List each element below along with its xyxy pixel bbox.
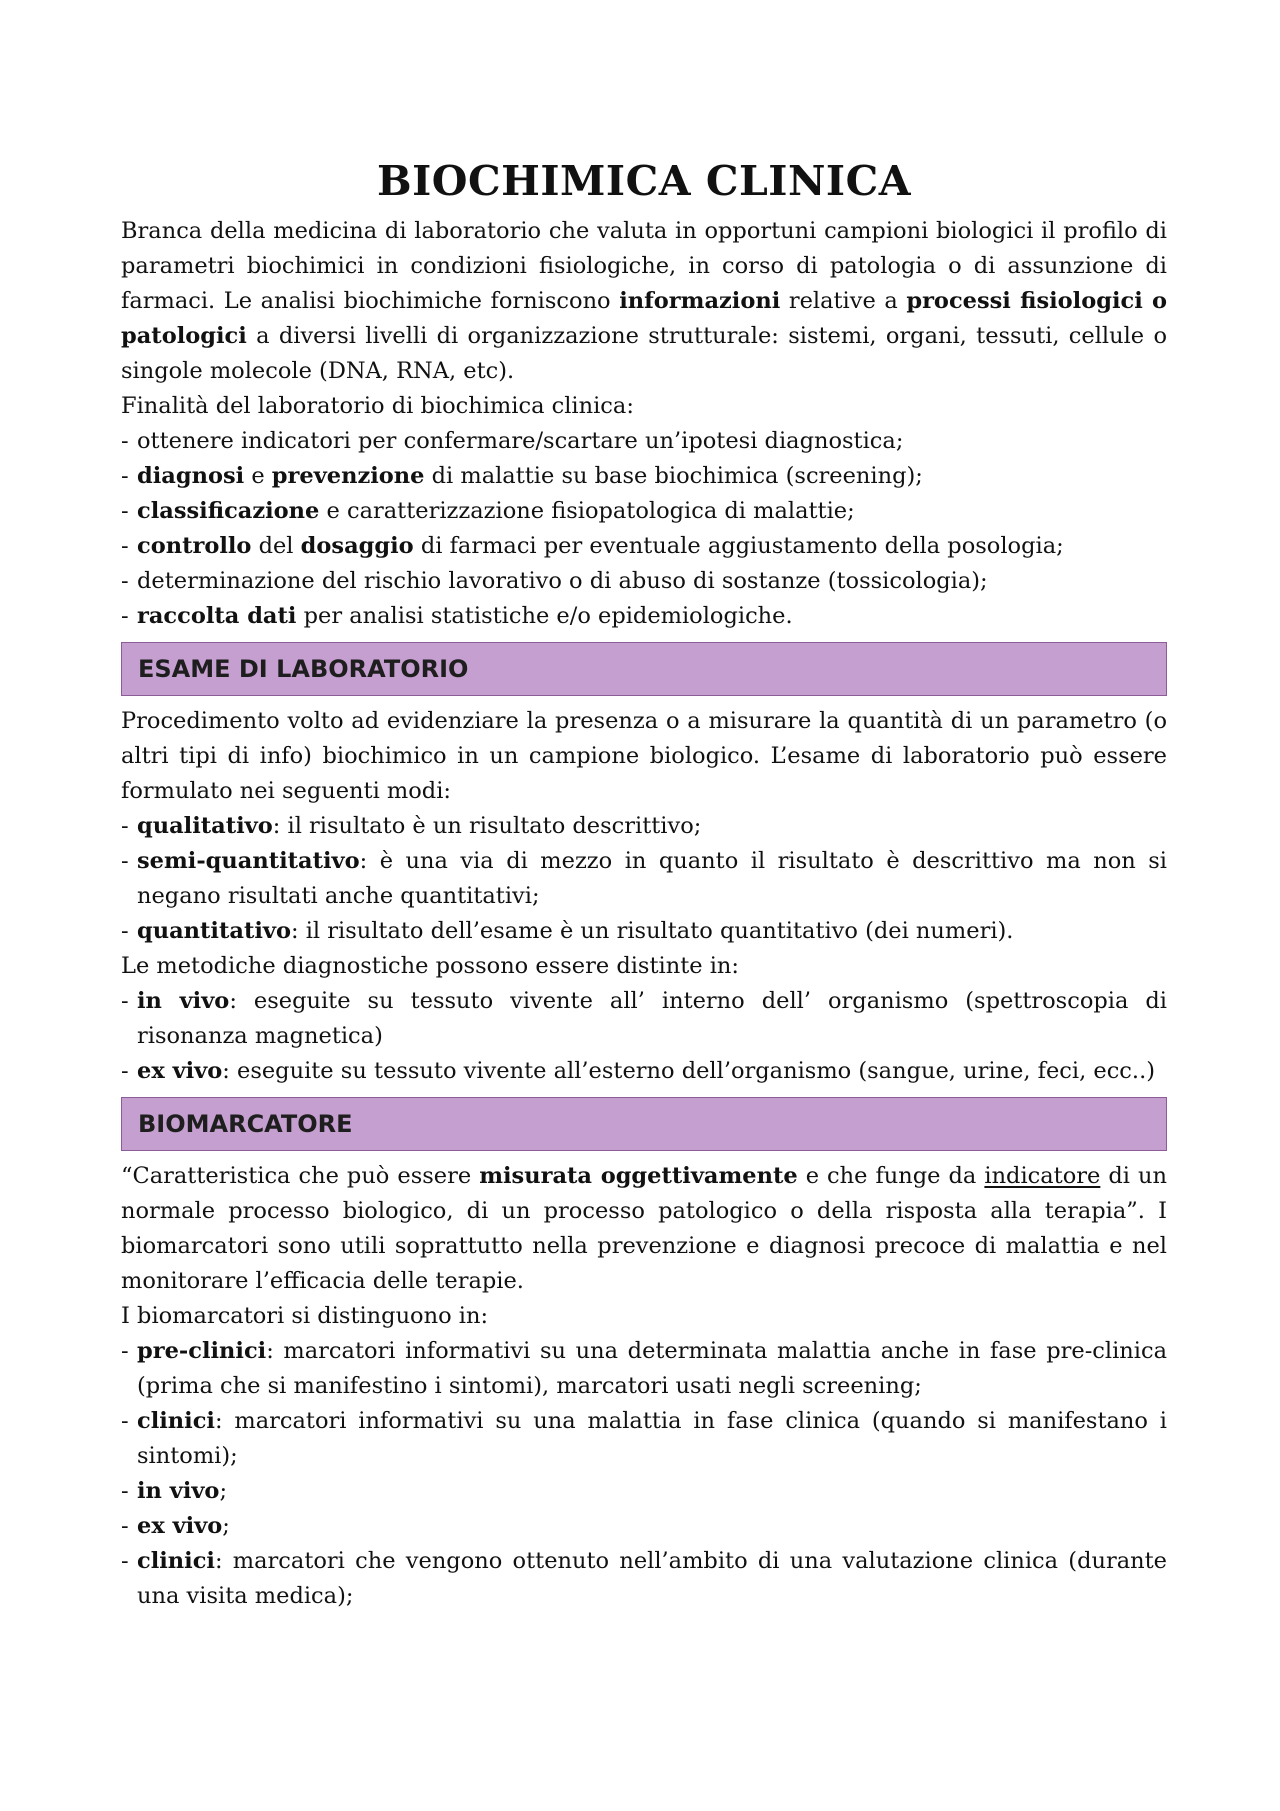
text-run: a diversi livelli di organizzazione strutturale: sistemi, organi, tessuti, cellule o singole molecole (DNA, RNA, etc). — [121, 323, 1167, 384]
dash-bullet: - — [121, 568, 129, 594]
esame-metodiche-list — [121, 984, 1167, 1089]
bold-term: misurata oggettivamente — [479, 1163, 798, 1189]
dash-bullet: - — [121, 1478, 129, 1504]
bold-term: in vivo — [137, 1478, 220, 1504]
list-item — [121, 424, 1167, 459]
list-item — [121, 914, 1167, 949]
esame-modes-list — [121, 809, 1167, 949]
bold-term: prevenzione — [271, 463, 425, 489]
bold-term: classificazione — [137, 498, 320, 524]
text-run: per analisi statistiche e/o epidemiologiche. — [296, 603, 793, 629]
text-run: di malattie su base biochimica (screening); — [424, 463, 923, 489]
document-content — [121, 150, 1167, 1614]
bold-term: clinici — [137, 1408, 215, 1434]
bold-term: clinici — [137, 1548, 215, 1574]
dash-bullet: - — [121, 1058, 129, 1084]
list-item — [121, 1509, 1167, 1544]
bold-term: qualitativo — [137, 813, 273, 839]
text-run: ; — [222, 1513, 230, 1539]
list-item — [121, 459, 1167, 494]
dash-bullet: - — [121, 1548, 129, 1574]
section-header-biomarcatore-label: BIOMARCATORE — [138, 1110, 353, 1138]
text-run: : eseguite su tessuto vivente all’esterno dell’organismo (sangue, urine, feci, ecc..) — [222, 1058, 1155, 1084]
dash-bullet: - — [121, 813, 129, 839]
list-item — [121, 984, 1167, 1054]
dash-bullet: - — [121, 533, 129, 559]
text-run: di un normale processo biologico, di un processo patologico o della risposta alla terapia”. I biomarcatori sono utili soprattutto nella prevenzione e diagnosi precoce di malattia e nel monitorare l’efficacia delle terapie. — [121, 1163, 1167, 1294]
text-run: : marcatori informativi su una determinata malattia anche in fase pre-clinica (prima che si manifestino i sintomi), marcatori usati negli screening; — [137, 1338, 1167, 1399]
list-item — [121, 529, 1167, 564]
biomarcatore-definition — [121, 1159, 1167, 1299]
section-header-biomarcatore — [121, 1097, 1167, 1151]
list-item — [121, 1544, 1167, 1614]
text-run: e che funge da — [797, 1163, 985, 1189]
bold-term: processi fisiologici o patologici — [121, 288, 1168, 349]
text-run: e — [244, 463, 272, 489]
dash-bullet: - — [121, 498, 129, 524]
bold-term: informazioni — [619, 288, 781, 314]
bold-term: dosaggio — [300, 533, 414, 559]
text-run: del — [251, 533, 301, 559]
bold-term: semi-quantitativo — [137, 848, 360, 874]
bold-term: pre-clinici — [137, 1338, 267, 1364]
intro-paragraph — [121, 214, 1167, 389]
text-run: : marcatori che vengono ottenuto nell’ambito di una valutazione clinica (durante una visita medica); — [137, 1548, 1167, 1609]
biomarcatore-types-list — [121, 1334, 1167, 1614]
text-run: ; — [219, 1478, 228, 1504]
underlined-term: indicatore — [984, 1163, 1101, 1189]
esame-metodiche-label: Le metodiche diagnostiche possono essere distinte in: — [121, 953, 739, 979]
list-item — [121, 564, 1167, 599]
text-run: : marcatori informativi su una malattia in fase clinica (quando si manifestano i sintomi); — [137, 1408, 1167, 1469]
list-item — [121, 494, 1167, 529]
bold-term: in vivo — [137, 988, 230, 1014]
text-run: di farmaci per eventuale aggiustamento della posologia; — [413, 533, 1064, 559]
dash-bullet: - — [121, 988, 129, 1014]
dash-bullet: - — [121, 1408, 129, 1434]
biomarcatore-types-label: I biomarcatori si distinguono in: — [121, 1303, 489, 1329]
text-run: relative a — [780, 288, 907, 314]
dash-bullet: - — [121, 848, 129, 874]
text-run: “Caratteristica che può essere — [121, 1163, 480, 1189]
esame-paragraph — [121, 704, 1167, 809]
bold-term: controllo — [137, 533, 252, 559]
bold-term: diagnosi — [137, 463, 245, 489]
dash-bullet: - — [121, 918, 129, 944]
text-run: Procedimento volto ad evidenziare la presenza o a misurare la quantità di un parametro (o altri tipi di info) biochimico in un campione biologico. L’esame di laboratorio può essere formulato nei seguenti modi: — [121, 708, 1167, 804]
list-item — [121, 599, 1167, 634]
list-item — [121, 1334, 1167, 1404]
list-item — [121, 809, 1167, 844]
bold-term: raccolta dati — [137, 603, 297, 629]
intro-finalita-label: Finalità del laboratorio di biochimica clinica: — [121, 393, 634, 419]
dash-bullet: - — [121, 603, 129, 629]
text-run: : il risultato dell’esame è un risultato quantitativo (dei numeri). — [290, 918, 1014, 944]
list-item — [121, 1404, 1167, 1474]
list-item — [121, 1054, 1167, 1089]
bold-term: ex vivo — [137, 1058, 223, 1084]
text-run: e caratterizzazione fisiopatologica di malattie; — [319, 498, 855, 524]
dash-bullet: - — [121, 1338, 129, 1364]
dash-bullet: - — [121, 428, 129, 454]
text-run: : eseguite su tessuto vivente all’ interno dell’ organismo (spettroscopia di risonanza magnetica) — [137, 988, 1167, 1049]
section-header-esame-label: ESAME DI LABORATORIO — [138, 655, 469, 683]
bold-term: ex vivo — [137, 1513, 223, 1539]
dash-bullet: - — [121, 1513, 129, 1539]
text-run: : è una via di mezzo in quanto il risultato è descrittivo ma non si negano risultati anche quantitativi; — [137, 848, 1167, 909]
page-title: BIOCHIMICA CLINICA — [376, 157, 912, 205]
text-run: determinazione del rischio lavorativo o di abuso di sostanze (tossicologia); — [137, 568, 988, 594]
text-run: : il risultato è un risultato descrittivo; — [272, 813, 702, 839]
dash-bullet: - — [121, 463, 129, 489]
text-run: Branca della medicina di laboratorio che valuta in opportuni campioni biologici il profilo di parametri biochimici in condizioni fisiologiche, in corso di patologia o di assunzione di farmaci. Le analisi biochimiche forniscono — [121, 218, 1167, 314]
section-header-esame — [121, 642, 1167, 696]
intro-list — [121, 424, 1167, 634]
list-item — [121, 1474, 1167, 1509]
bold-term: quantitativo — [137, 918, 291, 944]
text-run: ottenere indicatori per confermare/scartare un’ipotesi diagnostica; — [137, 428, 904, 454]
list-item — [121, 844, 1167, 914]
